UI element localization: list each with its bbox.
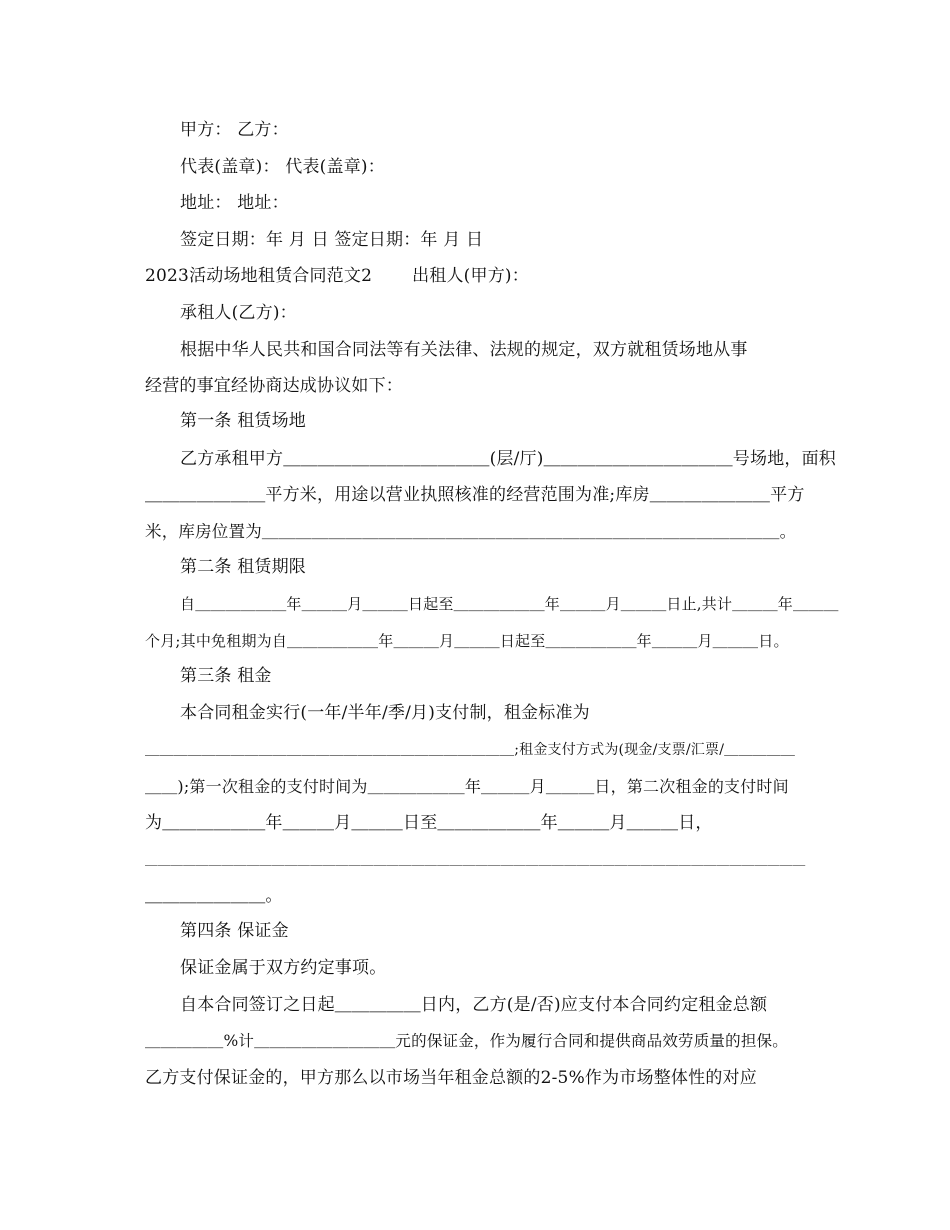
article-1-text-1: 乙方承租甲方＿＿＿＿＿＿＿＿＿＿＿＿(层/厅)＿＿＿＿＿＿＿＿＿＿＿号场地，面积 <box>180 449 836 469</box>
article-1-heading: 第一条 租赁场地 <box>180 411 307 431</box>
article-1-text-3: 米，库房位置为＿＿＿＿＿＿＿＿＿＿＿＿＿＿＿＿＿＿＿＿＿＿＿＿＿＿＿＿＿＿＿。 <box>145 522 797 541</box>
article-4-text-4: 乙方支付保证金的，甲方那么以市场当年租金总额的2-5%作为市场整体性的对应 <box>145 1068 757 1088</box>
article-1-text-2: ＿＿＿＿＿＿＿平方米，用途以营业执照核准的经营范围为准;库房＿＿＿＿＿＿＿平方 <box>145 485 805 505</box>
article-3-blank-line: ＿＿＿＿＿＿＿＿＿＿＿＿＿＿＿＿＿＿＿＿＿＿＿＿＿＿＿＿＿＿＿＿＿＿＿＿＿＿＿＿＿＿＿＿＿＿＿＿＿＿＿＿ <box>145 852 806 867</box>
representative-seal-line: 代表(盖章)： 代表(盖章)： <box>180 157 385 177</box>
article-2-text-2: 个月;其中免租期为自＿＿＿＿＿＿年＿＿＿月＿＿＿日起至＿＿＿＿＿＿年＿＿＿月＿＿＿日。 <box>145 632 789 650</box>
article-2-heading: 第二条 租赁期限 <box>180 557 307 577</box>
article-2-text-1: 自＿＿＿＿＿＿年＿＿＿月＿＿＿日起至＿＿＿＿＿＿年＿＿＿月＿＿＿日止,共计＿＿＿年＿＿＿ <box>180 595 839 613</box>
article-3-heading: 第三条 租金 <box>180 666 272 686</box>
article-3-blank-end: ＿＿＿＿＿＿＿。 <box>145 886 283 906</box>
lessee-line: 承租人(乙方)： <box>180 303 297 323</box>
article-4-text-1: 保证金属于双方约定事项。 <box>180 958 387 978</box>
address-line: 地址： 地址： <box>180 193 289 213</box>
article-3-text-4: 为＿＿＿＿＿＿年＿＿＿月＿＿＿日至＿＿＿＿＿＿年＿＿＿月＿＿＿日， <box>145 813 713 833</box>
preamble-line-2: 经营的事宜经协商达成协议如下： <box>145 376 403 396</box>
article-4-text-3: ＿＿＿＿＿%计＿＿＿＿＿＿＿＿＿元的保证金，作为履行合同和提供商品效劳质量的担保。 <box>145 1032 788 1050</box>
article-3-text-3: ＿＿);第一次租金的支付时间为＿＿＿＿＿＿年＿＿＿月＿＿＿日，第二次租金的支付时间 <box>145 777 789 796</box>
article-4-heading: 第四条 保证金 <box>180 921 289 941</box>
article-4-text-2: 自本合同签订之日起＿＿＿＿＿日内，乙方(是/否)应支付本合同约定租金总额 <box>180 995 768 1015</box>
party-header-line: 甲方： 乙方： <box>180 120 289 140</box>
preamble-line-1: 根据中华人民共和国合同法等有关法律、法规的规定，双方就租赁场地从事 <box>180 340 748 360</box>
article-3-text-2: ＿＿＿＿＿＿＿＿＿＿＿＿＿＿＿＿＿＿＿＿＿＿＿＿＿＿;租金支付方式为(现金/支票/汇票/＿＿＿＿＿ <box>145 742 796 758</box>
contract-title-line: 2023活动场地租赁合同范文2 出租人(甲方)： <box>145 266 529 286</box>
article-3-text-1: 本合同租金实行(一年/半年/季/月)支付制，租金标准为 <box>180 703 590 723</box>
signing-date-line: 签定日期：年 月 日 签定日期：年 月 日 <box>180 230 484 250</box>
